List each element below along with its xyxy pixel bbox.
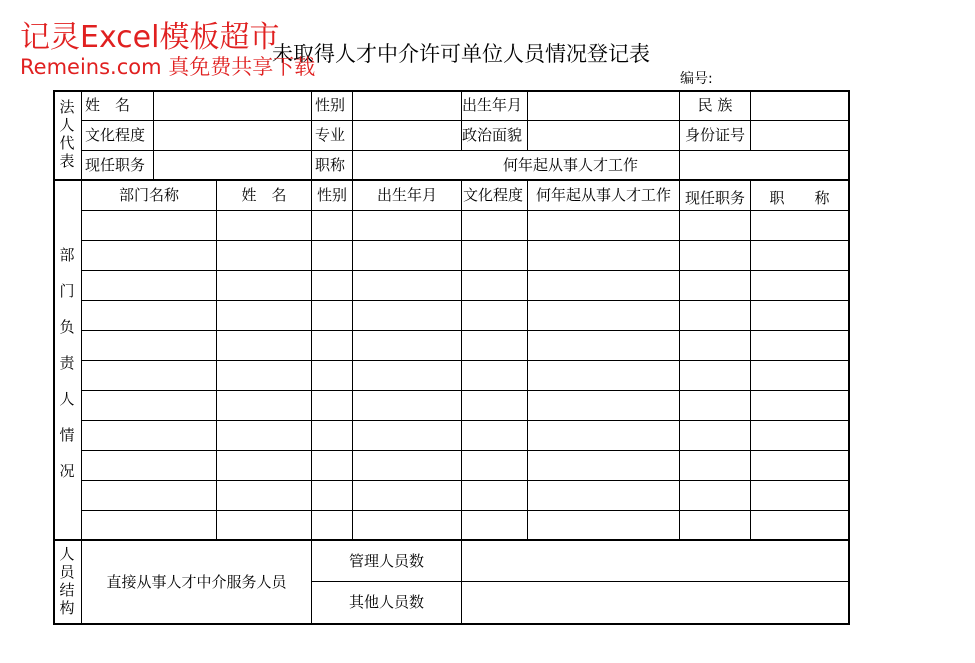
label-politics: 政治面貌 <box>462 126 523 144</box>
label-managers: 管理人员数 <box>348 551 424 570</box>
label-name: 姓 名 <box>85 96 131 114</box>
legal-rep-side-label: 法 人 代 表 <box>59 98 75 170</box>
label-id-number: 身份证号 <box>684 126 745 144</box>
label-others: 其他人员数 <box>348 593 424 611</box>
label-gender: 性别 <box>315 96 346 114</box>
form-title: 未取得人才中介许可单位人员情况登记表 <box>272 42 650 66</box>
number-label: 编号: <box>680 71 713 87</box>
header-title-rank: 职 称 <box>769 188 830 207</box>
header-dept-name: 部门名称 <box>118 185 179 204</box>
header-start-year: 何年起从事人才工作 <box>535 185 671 204</box>
header-position: 现任职务 <box>684 188 745 207</box>
label-major: 专业 <box>315 126 346 144</box>
registration-table <box>53 90 850 625</box>
label-direct-staff: 直接从事人才中介服务人员 <box>106 572 287 591</box>
label-ethnicity: 民 族 <box>697 96 733 114</box>
label-position: 现任职务 <box>85 155 146 174</box>
header-birth: 出生年月 <box>376 185 437 204</box>
watermark-site: Remeins.com 真免费共享下载 <box>20 55 316 79</box>
header-education: 文化程度 <box>462 185 523 204</box>
header-gender: 性别 <box>316 185 347 204</box>
label-birth: 出生年月 <box>462 96 523 114</box>
watermark-brand: 记灵Excel模板超市 <box>20 20 280 55</box>
header-name: 姓 名 <box>241 185 287 204</box>
dept-heads-side-label: 部 门 负 责 人 情 况 <box>59 246 75 480</box>
label-start-year: 何年起从事人才工作 <box>502 155 638 174</box>
label-education: 文化程度 <box>85 126 146 144</box>
staff-side-label: 人 员 结 构 <box>59 545 75 617</box>
label-title-rank: 职称 <box>315 155 346 174</box>
